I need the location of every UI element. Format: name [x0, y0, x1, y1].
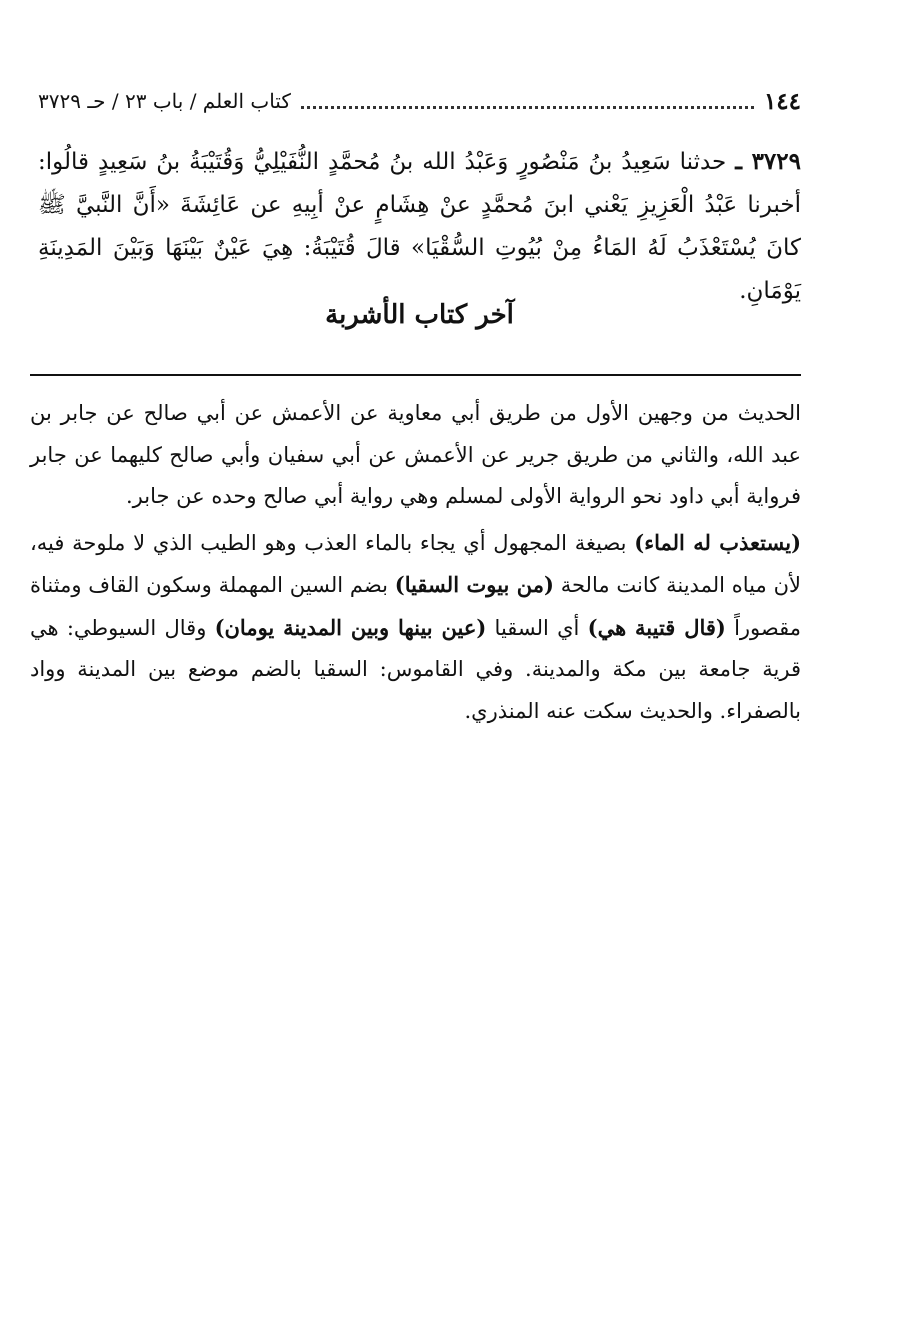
hadith-text: حدثنا سَعِيدُ بنُ مَنْصُورٍ وَعَبْدُ الله بنُ مُحمَّدٍ النُّفَيْلِيُّ وَقُتَيْبَةُ بنُ سَعِيدٍ قالُوا: أخبرنا عَبْدُ الْعَزِيزِ يَعْني ابنَ مُحمَّدٍ عنْ هِشَامٍ عنْ أبِيهِ عن عَائِشَةَ «أَنَّ النَّبيَّ ﷺ كانَ يُسْتَعْذَبُ لَهُ المَاءُ مِنْ بُيُوتِ السُّقْيَا» قالَ قُتَيْبَةُ: هِيَ عَيْنٌ بَيْنَهَا وَبَيْنَ المَدِينَةِ يَوْمَانِ.	[38, 149, 801, 304]
footnote-separator	[30, 374, 801, 376]
book-end-heading: آخر كتاب الأشربة	[325, 300, 514, 330]
page-header	[38, 84, 801, 118]
commentary-paragraph-2	[30, 522, 801, 733]
commentary-text: بضم السين المهملة وسكون القاف ومثناة مقصوراً	[30, 573, 801, 640]
commentary-text: أي السقيا	[486, 615, 588, 640]
quoted-phrase: (يستعذب له الماء)	[634, 529, 802, 555]
running-title: كتاب العلم / باب ٢٣ / حـ ٣٧٢٩	[38, 89, 291, 113]
quoted-phrase: (قال قتيبة هي)	[587, 614, 726, 640]
commentary-text: بصيغة المجهول أي يجاء بالماء العذب وهو الطيب الذي لا ملوحة فيه، لأن مياه المدينة كانت مالحة	[30, 530, 801, 597]
page-number: ١٤٤	[763, 87, 801, 115]
hadith-block	[38, 140, 801, 313]
quoted-phrase: (عين بينها وبين المدينة يومان)	[214, 614, 487, 640]
commentary-text: وقال السيوطي: هي قرية جامعة بين مكة والمدينة. وفي القاموس: السقيا بالضم موضع بين المدينة وواد بالصفراء. والحديث سكت عنه المنذري.	[30, 615, 801, 723]
quoted-phrase: (من بيوت السقيا)	[394, 572, 554, 597]
header-dotted-leader	[301, 88, 754, 109]
commentary-paragraph-1: الحديث من وجهين الأول من طريق أبي معاوية عن الأعمش عن أبي صالح عن جابر بن عبد الله، والثاني من طريق جرير عن الأعمش عن أبي سفيان وأبي صالح كليهما عن جابر فرواية أبي داود نحو الرواية الأولى لمسلم وهي رواية أبي صالح وحده عن جابر.	[30, 401, 801, 508]
hadith-paragraph	[38, 140, 801, 313]
hadith-number: ٣٧٢٩ ـ	[735, 148, 801, 175]
commentary-notes	[30, 393, 801, 732]
